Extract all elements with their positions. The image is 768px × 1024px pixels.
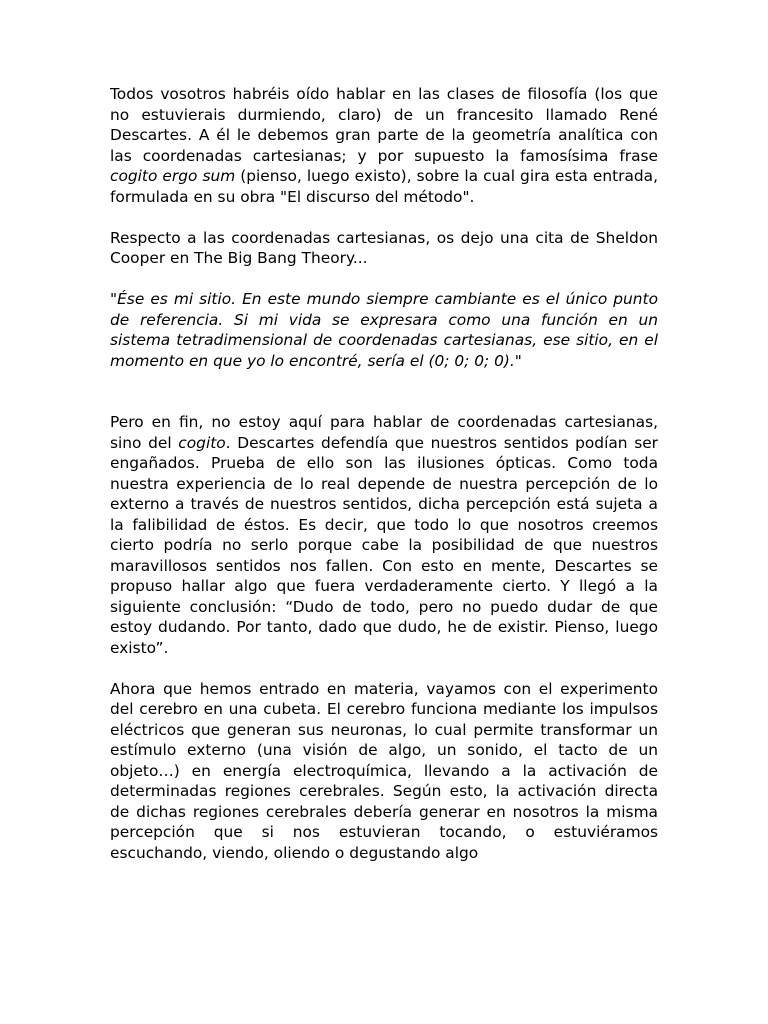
paragraph-brain-vat: Ahora que hemos entrado en materia, vayamos con el experimento del cerebro en una cubeta. El cerebro funciona mediante los impulsos eléctricos que generan sus neuronas, lo cual permite transformar un estímulo externo (una visión de algo, un sonido, el tacto de un objeto…) en energía electroquímica, llevando a la activación de determinadas regiones cerebrales. Según esto, la activación directa de dichas regiones cerebrales debería generar en nosotros la misma percepción que si nos estuvieran tocando, o estuviéramos escuchando, viendo, oliendo o degustando algo	[110, 679, 658, 862]
paragraph-cogito-text-a: Pero en fin, no estoy aquí para hablar de coordenadas cartesianas, sino del	[110, 413, 658, 452]
paragraph-cogito-text-b: . Descartes defendía que nuestros sentidos podían ser engañados. Prueba de ello son las ilusiones ópticas. Como toda nuestra experiencia de lo real depende de nuestra percepción de lo externo a través de nuestros sentidos, dicha percepción está sujeta a la falibilidad de éstos. Es decir, que todo lo que nosotros creemos cierto podría no serlo porque cabe la posibilidad de que nuestros maravillosos sentidos nos fallen. Con esto en mente, Descartes se propuso hallar algo que fuera verdaderamente cierto. Y llegó a la siguiente conclusión: “Dudo de todo, pero no puedo dudar de que estoy dudando. Por tanto, dado que dudo, he de existir. Pienso, luego existo”.	[110, 433, 659, 657]
paragraph-coordinates: Respecto a las coordenadas cartesianas, os dejo una cita de Sheldon Cooper en The Big Bang Theory...	[110, 228, 658, 267]
paragraph-intro-text-b: (pienso, luego existo), sobre la cual gira esta entrada, formulada en su obra "El discurso del método".	[110, 167, 658, 206]
paragraph-cogito-emphasis: cogito	[178, 433, 226, 452]
quote-sheldon: "Ése es mi sitio. En este mundo siempre cambiante es el único punto de referencia. Si mi vida se expresara como una función en un sistema tetradimensional de coordenadas cartesianas, ese sitio, en el momento en que yo lo encontré, sería el (0; 0; 0; 0)."	[110, 290, 658, 370]
paragraph-cogito	[110, 412, 658, 658]
paragraph-intro-text-a: Todos vosotros habréis oído hablar en las clases de filosofía (los que no estuvierais durmiendo, claro) de un francesito llamado René Descartes. A él le debemos gran parte de la geometría analítica con las coordenadas cartesianas; y por supuesto la famosísima frase	[110, 85, 658, 165]
paragraph-intro	[110, 84, 658, 207]
document-page	[110, 84, 658, 863]
paragraph-intro-emphasis: cogito ergo sum	[110, 167, 236, 185]
